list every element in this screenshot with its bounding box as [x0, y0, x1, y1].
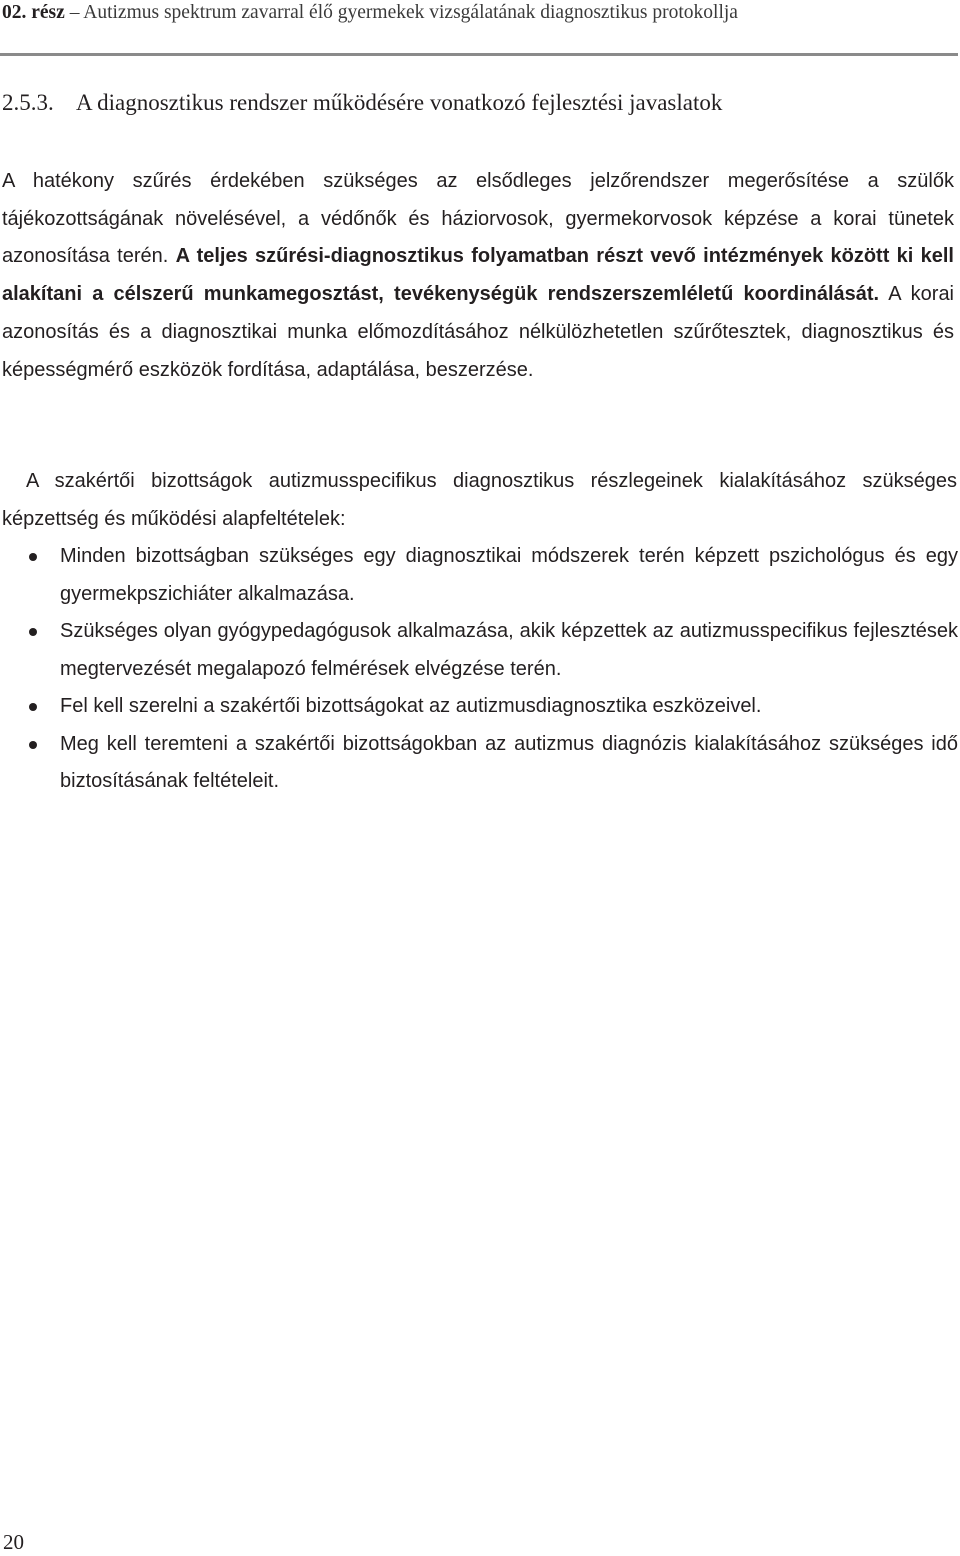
list-item	[0, 613, 958, 688]
header-title: Autizmus spektrum zavarral élő gyermekek vizsgálatának diagnosztikus protokollja	[83, 2, 738, 23]
section-title: A diagnosztikus rendszer működésére vonatkozó fejlesztési javaslatok	[76, 90, 723, 115]
section-heading	[2, 88, 952, 118]
page-number: 20	[3, 1530, 24, 1554]
bullet-icon	[29, 741, 37, 749]
list-item-text: Meg kell teremteni a szakértői bizottságokban az autizmus diagnózis kialakításához szükséges idő biztosításának feltételeit.	[60, 732, 958, 792]
list-item-text: Minden bizottságban szükséges egy diagnosztikai módszerek terén képzett pszichológus és egy gyermekpszichiáter alkalmazása.	[60, 545, 958, 605]
list-item	[0, 688, 958, 726]
paragraph-screening-rest: A korai azonosítás és a diagnosztikai munka előmozdításához nélkülözhetetlen szűrőtesztek, diagnosztikus és képességmérő eszközök fordítása, adaptálása, beszerzése.	[2, 283, 955, 381]
header-divider	[0, 53, 958, 56]
list-item	[0, 726, 958, 801]
paragraph-screening-intro: A hatékony szűrés érdekében szükséges az elsődleges jelzőrendszer megerősítése a szülők tájékozottságának növelésével, a védőnők és háziorvosok, gyermekorvosok képzése a korai tünetek azonosítása terén.	[2, 170, 954, 268]
list-item-text: Fel kell szerelni a szakértői bizottságokat az autizmusdiagnosztika eszközeivel.	[60, 695, 762, 717]
header-dash: –	[64, 2, 84, 23]
section-number: 2.5.3.	[2, 90, 54, 115]
header-part-label: 02. rész	[2, 2, 65, 23]
paragraph-committees	[2, 463, 957, 538]
bullet-icon	[29, 703, 37, 711]
list-item	[0, 538, 958, 613]
running-header	[2, 0, 952, 30]
paragraph-screening-bold: A teljes szűrési-diagnosztikus folyamatban részt vevő intézmények között ki kell alakítani a célszerű munkamegosztást, tevékenységük rendszerszemléletű koordinálását.	[2, 245, 954, 306]
list-item-text: Szükséges olyan gyógypedagógusok alkalmazása, akik képzettek az autizmusspecifikus fejlesztések megtervezését megalapozó felmérések elvégzése terén.	[60, 620, 958, 680]
bullet-icon	[29, 628, 37, 636]
requirements-list	[0, 538, 958, 801]
paragraph-screening	[2, 163, 954, 389]
paragraph-committees-text: A szakértői bizottságok autizmusspecifikus diagnosztikus részlegeinek kialakításához szükséges képzettség és működési alapfeltételek:	[2, 470, 957, 530]
bullet-icon	[29, 553, 37, 561]
